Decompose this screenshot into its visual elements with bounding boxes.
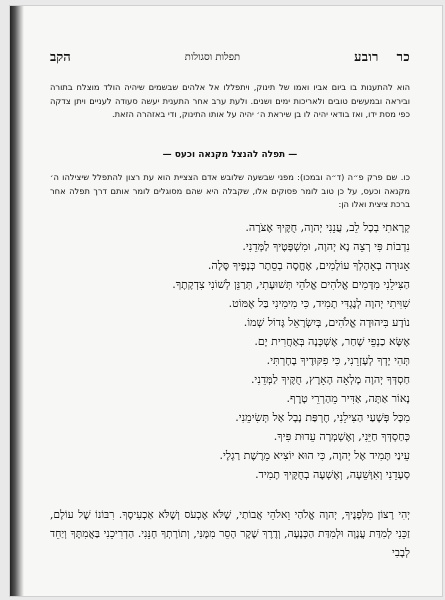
verse-line: סְעָדֵנִי וְאִוָּשֵׁעָה, וְאֶשְׁעָה בְחֻקֶּיךָ תָמִיד.: [255, 468, 410, 481]
book-page: [10, 6, 442, 596]
verse-line: אֶשָּׂא כַנְפֵי שָׁחַר, אֶשְׁכְּנָה בְּאַחֲרִית יָם.: [254, 335, 410, 348]
book-name: רובע: [354, 50, 379, 65]
verse-line: חַסְדְּךָ יְהוָה מָלְאָה הָאָרֶץ, חֻקֶּיךָ לַמְּדֵנִי.: [250, 373, 410, 386]
page-number: כר: [396, 50, 410, 65]
chapter-name: הקב: [50, 50, 71, 65]
closing-prayer: יְהִי רָצוֹן מִלְּפָנֶיךָ, יְהוָה אֱלֹהַי וֵאלֹהֵי אֲבוֹתַי, שֶׁלֹּא אֶכְעֹס וְשֶׁלֹּא אַכְעִיסֶךָ. רִבּוֹנוֹ שֶׁל עוֹלָם, זַכֵּנִי לְמִדַּת עֲנָוָה וּלְמִדַּת הַכְּנָעָה, וְדֶרֶךְ שֶׁקֶר הָסֵר מִמֶּנִּי, וְתוֹרָתְךָ חָנֵּנִי. הַדְרִיכֵנִי בַּאֲמִתֶּךָ וְיַחֵד לְבָבִי: [50, 509, 410, 559]
verse-list: [50, 218, 410, 484]
verse-line: נוֹדָע בִּיהוּדָה אֱלֹהִים, בְּיִשְׂרָאֵל גָּדוֹל שְׁמוֹ.: [243, 316, 410, 329]
prayer-introduction: כו. שם פרק פ״ה (ד״ה ובמכו): מפני שבשעה שלובש אדם הצציית הוא עת רצון להתפלל שיצילהו ה׳ מקנאה וכעס, על כן טוב לומר פסוקים אלו, שקבלה היא שהם מסוגלים לומר אותם דרך תפלה אחר ברכת ציצית ואלו הן:: [50, 172, 410, 209]
section-name: תפלות וסגולות: [184, 51, 241, 63]
verse-line: כְּחַסְדְּךָ חַיֵּנִי, וְאֶשְׁמְרָה עֵדוּת פִּיךָ.: [273, 430, 410, 443]
running-header: [50, 48, 410, 66]
verse-line: קְרָאתִי בְכָל לֵב, עֲנֵנִי יְהוָה, חֻקֶּיךָ אֶצֹּרָה.: [245, 221, 410, 234]
binding-shadow: [10, 6, 24, 596]
verse-line: נָאוֹר אַתָּה, אַדִּיר מֵהַרְרֵי טָרֶף.: [286, 392, 410, 405]
verse-line: שִׁוִּיתִי יְהוָה לְנֶגְדִּי תָמִיד, כִּי מִימִינִי בַּל אֶמּוֹט.: [228, 297, 410, 310]
section-title: — תפלה להנצל מקנאה וכעס —: [162, 150, 298, 160]
verse-line: עֵינַי תָּמִיד אֶל יְהוָה, כִּי הוּא יוֹצִיא מֵרֶשֶׁת רַגְלָי.: [219, 449, 410, 462]
intro-paragraph: הוא להתענות בו ביום אביו ואמו של תינוק, ויתפללו אל אלהים שבשמים שיהיה הולד מוצלח בתורה וביראה ובמעשים טובים ולאריכות ימים ושנים. ולעת ערב אחר התענית יעשה סעודה לעניים ויתן צדקה כפי מסת ידו, ואז בודאי יהיה לו בן שיראת ה׳ יהיה על אותו התינוק, ודי באזהרה הזאת.: [50, 82, 410, 119]
verse-line: הַצִּילֵנִי מִדָּמִים אֱלֹהִים אֱלֹהֵי תְּשׁוּעָתִי, תְּרַנֵּן לְשׁוֹנִי צִדְקָתֶךָ.: [172, 278, 410, 291]
verse-line: אָגוּרָה בְאָהָלְךָ עוֹלָמִים, אֶחֱסֶה בְסֵתֶר כְּנָפֶיךָ סֶּלָה.: [207, 259, 410, 272]
header-right-group: [354, 49, 410, 65]
verse-line: תְּהִי יָדְךָ לְעָזְרֵנִי, כִּי פִקּוּדֶיךָ בָחָרְתִּי.: [266, 354, 410, 367]
verse-line: נִדְבוֹת פִּי רְצֵה נָא יְהוָה, וּמִשְׁפָּטֶיךָ לַמְּדֵנִי.: [242, 240, 410, 253]
verse-line: מִכָּל פְּשָׁעַי הַצִּילֵנִי, חֶרְפַּת נָבָל אַל תְּשִׂימֵנִי.: [235, 411, 410, 424]
